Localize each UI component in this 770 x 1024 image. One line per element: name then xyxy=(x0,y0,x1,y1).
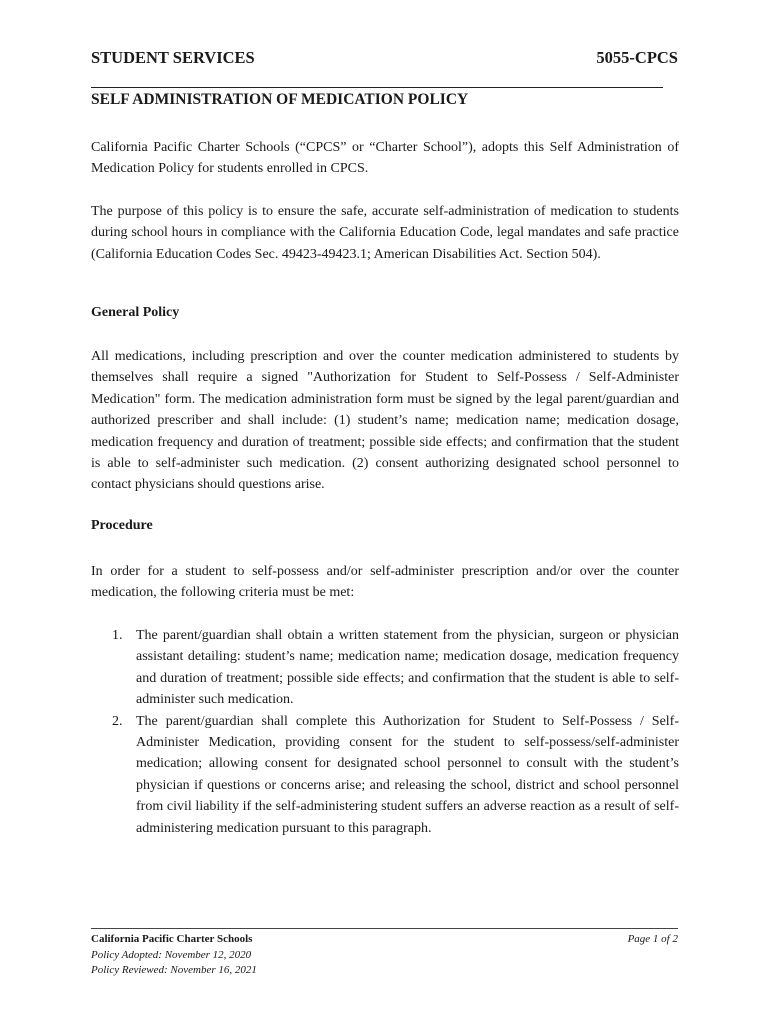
general-policy-paragraph: All medications, including prescription and over the counter medication administered to students by themselves shall require a signed "Authorization for Student to Self-Possess / Self-Administer Medication" form. The medication administration form must be signed by the legal parent/guardian and authorized prescriber and shall include: (1) student’s name; medication name; medication dosage, medication frequency and duration of treatment; possible side effects; and confirmation that the student is able to self-administer such medication. (2) consent authorizing designated school personnel to contact physicians should questions arise. xyxy=(91,349,679,493)
footer-adopted-date: Policy Adopted: November 12, 2020 xyxy=(91,948,252,961)
footer-reviewed-date: Policy Reviewed: November 16, 2021 xyxy=(91,964,257,976)
intro-paragraph: California Pacific Charter Schools (“CPCS” or “Charter School”), adopts this Self Administration of Medication Policy for students enrolled in CPCS. xyxy=(91,140,679,177)
list-item-number: 1. xyxy=(112,628,123,643)
list-item xyxy=(91,625,679,711)
section-label: STUDENT SERVICES xyxy=(91,48,255,67)
policy-code: 5055-CPCS xyxy=(596,48,678,67)
procedure-list xyxy=(91,625,679,839)
policy-title: SELF ADMINISTRATION OF MEDICATION POLICY xyxy=(91,91,469,108)
page-number: Page 1 of 2 xyxy=(627,933,678,945)
page-footer xyxy=(91,932,678,979)
general-policy-heading: General Policy xyxy=(91,305,180,320)
footer-divider xyxy=(91,928,678,929)
list-item-text: The parent/guardian shall obtain a written statement from the physician, surgeon or physician assistant detailing: student’s name; medication name; medication dosage, medication frequency and duration of treatment; possible side effects; and confirmation that the student is able to self-administer such medication. xyxy=(136,628,679,708)
procedure-heading: Procedure xyxy=(91,518,153,533)
purpose-paragraph: The purpose of this policy is to ensure the safe, accurate self-administration of medication to students during school hours in compliance with the California Education Code, legal mandates and safe practice (California Education Codes Sec. 49423-49423.1; American Disabilities Act. Section 504). xyxy=(91,204,679,262)
list-item xyxy=(91,711,679,839)
list-item-text: The parent/guardian shall complete this Authorization for Student to Self-Possess / Self-Administer Medication, providing consent for the student to self-possess/self-administer medication; allowing consent for designated school personnel to consult with the student’s physician if questions or concerns arise; and releasing the school, district and school personnel from civil liability if the self-administering student suffers an adverse reaction as a result of self-administering medication pursuant to this paragraph. xyxy=(136,713,679,836)
list-item-number: 2. xyxy=(112,713,123,729)
procedure-intro-paragraph: In order for a student to self-possess and/or self-administer prescription and/or over the counter medication, the following criteria must be met: xyxy=(91,564,679,601)
header-divider xyxy=(91,87,663,88)
footer-organization: California Pacific Charter Schools xyxy=(91,933,253,945)
page-header xyxy=(91,48,678,70)
